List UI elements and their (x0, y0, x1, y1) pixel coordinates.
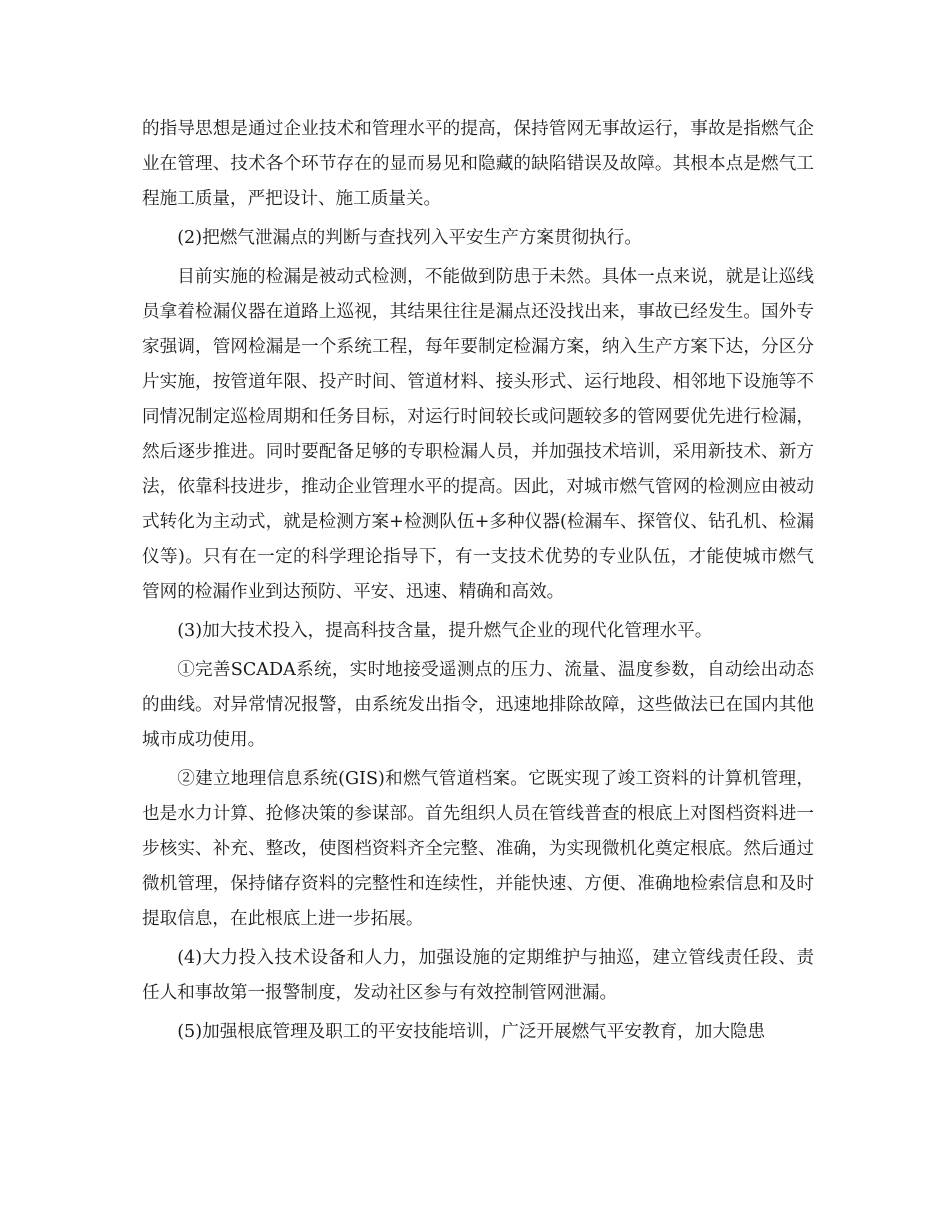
paragraph-scada: ①完善SCADA系统，实时地接受遥测点的压力、流量、温度参数，自动绘出动态的曲线。对异常情况报警，由系统发出指令，迅速地排除故障，这些做法已在国内其他城市成功使用。 (142, 660, 814, 750)
paragraph-item-2-heading: (2)把燃气泄漏点的判断与查找列入平安生产方案贯彻执行。 (177, 228, 642, 248)
paragraph-leak-detection: 目前实施的检漏是被动式检测，不能做到防患于未然。具体一点来说，就是让巡线员拿着检漏仪器在道路上巡视，其结果往往是漏点还没找出来，事故已经发生。国外专家强调，管网检漏是一个系统工程，每年要制定检漏方案，纳入生产方案下达，分区分片实施，按管道年限、投产时间、管道材料、接头形式、运行地段、相邻地下设施等不同情况制定巡检周期和任务目标，对运行时间较长或问题较多的管网要优先进行检漏，然后逐步推进。同时要配备足够的专职检漏人员，并加强技术培训，采用新技术、新方法，依靠科技进步，推动企业管理水平的提高。因此，对城市燃气管网的检测应由被动式转化为主动式，就是检测方案+检测队伍+多种仪器(检漏车、探管仪、钻孔机、检漏仪等)。只有在一定的科学理论指导下，有一支技术优势的专业队伍，才能使城市燃气管网的检漏作业到达预防、平安、迅速、精确和高效。 (142, 267, 814, 602)
paragraph-item-4: (4)大力投入技术设备和人力，加强设施的定期维护与抽巡，建立管线责任段、责任人和事故第一报警制度，发动社区参与有效控制管网泄漏。 (142, 948, 814, 1003)
paragraph-gis: ②建立地理信息系统(GIS)和燃气管道档案。它既实现了竣工资料的计算机管理，也是水力计算、抢修决策的参谋部。首先组织人员在管线普查的根底上对图档资料进一步核实、补充、整改，使图档资料齐全完整、准确，为实现微机化奠定根底。然后通过微机管理，保持储存资料的完整性和连续性，并能快速、方便、准确地检索信息和及时提取信息，在此根底上进一步拓展。 (142, 769, 814, 929)
document-body (142, 112, 814, 1054)
paragraph-item-5: (5)加强根底管理及职工的平安技能培训，广泛开展燃气平安教育，加大隐患 (177, 1022, 766, 1042)
paragraph-guiding-idea: 的指导思想是通过企业技术和管理水平的提高，保持管网无事故运行，事故是指燃气企业在管理、技术各个环节存在的显而易见和隐藏的缺陷错误及故障。其根本点是燃气工程施工质量，严把设计、施工质量关。 (142, 119, 814, 209)
paragraph-item-3-heading: (3)加大技术投入，提高科技含量，提升燃气企业的现代化管理水平。 (177, 621, 713, 641)
